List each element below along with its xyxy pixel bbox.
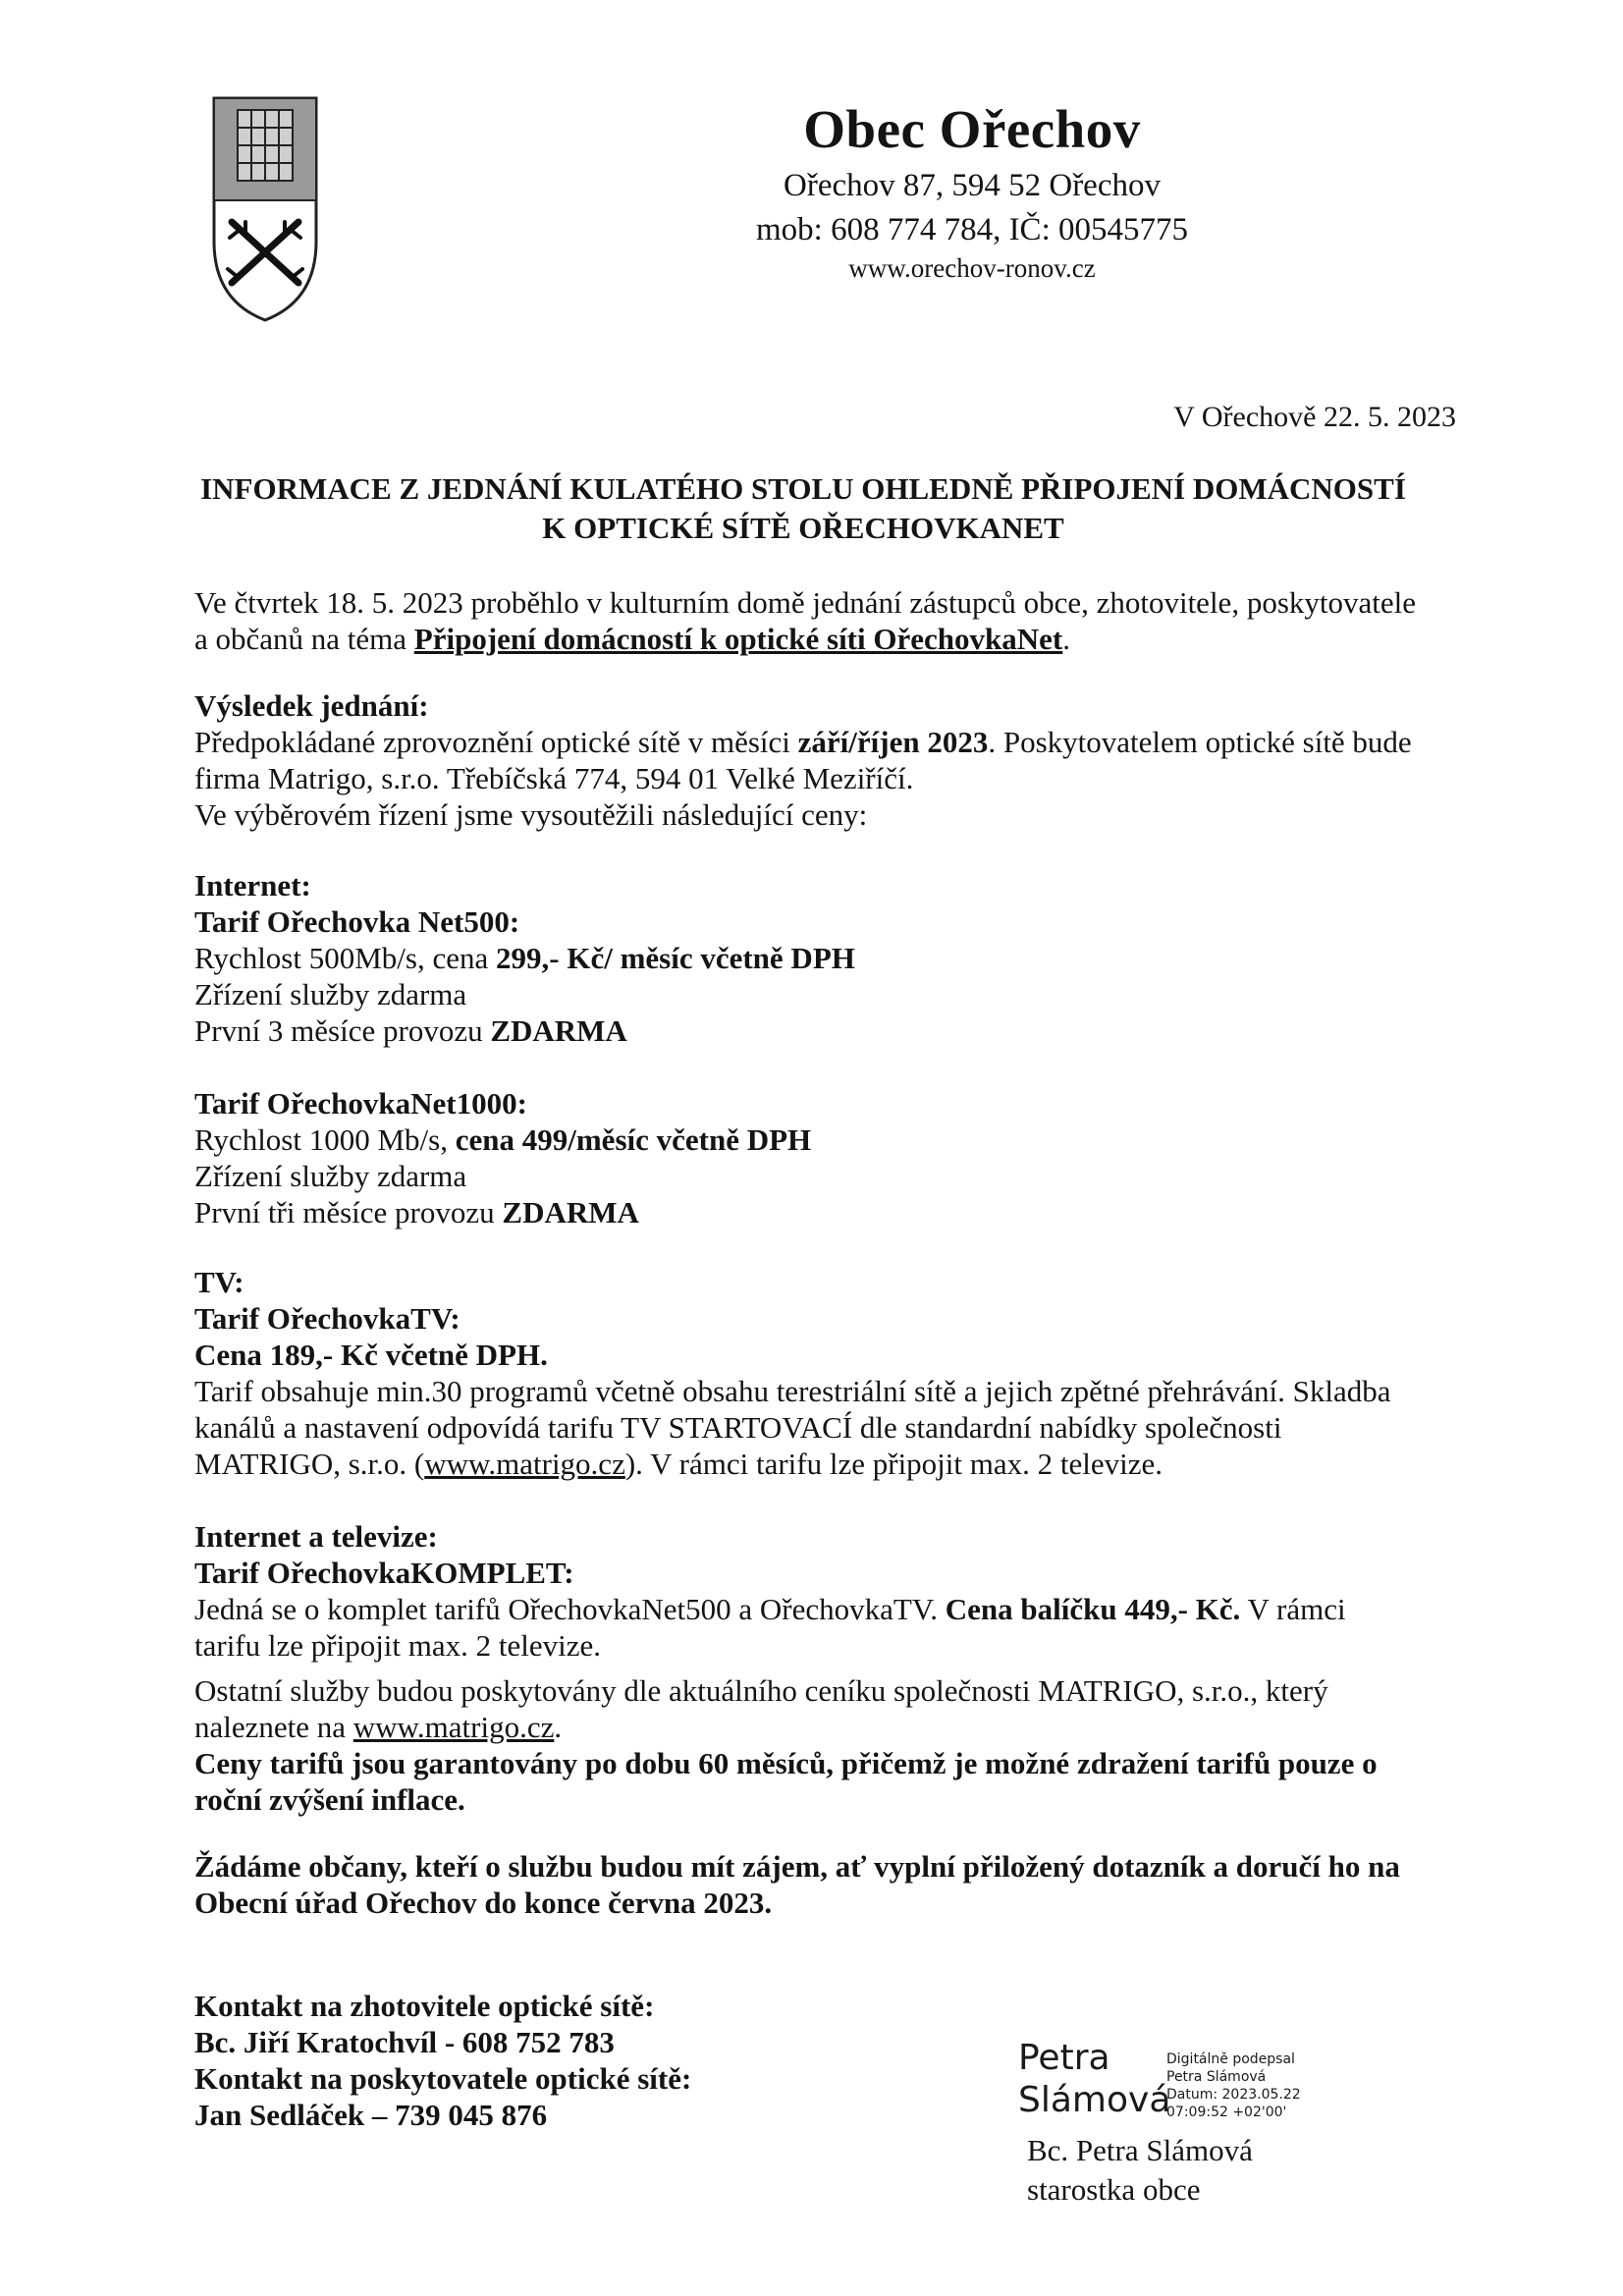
tariff-tv-desc2: kanálů a nastavení odpovídá tarifu TV STARTOVACÍ dle standardní nabídky společnosti — [194, 1410, 1282, 1445]
tariff-tv-desc3 — [194, 1446, 1471, 1482]
request-line2: Obecní úřad Ořechov do konce června 2023. — [194, 1886, 773, 1920]
municipality-phone: mob: 608 774 784, IČ: 00545775 — [755, 212, 1188, 247]
price-guarantee-line1: Ceny tarifů jsou garantovány po dobu 60 měsíců, přičemž je možné zdražení tarifů pouze o — [194, 1746, 1378, 1780]
signature-meta-line4: 07:09:52 +02'00' — [1166, 2105, 1287, 2120]
signature-metadata — [1166, 2050, 1301, 2121]
document-heading-line2: K OPTICKÉ SÍTĚ OŘECHOVKANET — [542, 511, 1064, 545]
launch-period: září/říjen 2023 — [797, 725, 989, 759]
result-line3: Ve výběrovém řízení jsme vysoutěžili následující ceny: — [194, 797, 868, 832]
internet-section — [194, 867, 1471, 1049]
other-line2 — [194, 1709, 1471, 1745]
tv-title: TV: — [194, 1265, 244, 1299]
request-line1: Žádáme občany, kteří o službu budou mít zájem, ať vyplní přiložený dotazník a doručí ho na — [194, 1849, 1400, 1884]
result-section — [194, 687, 1471, 833]
tariff-net500-speed — [194, 940, 1471, 976]
price-guarantee-line2: roční zvýšení inflace. — [194, 1782, 465, 1817]
result-line1 — [194, 724, 1471, 760]
tariff-komplet-line1 — [194, 1591, 1471, 1627]
tariff-net1000-name: Tarif OřechovkaNet1000: — [194, 1086, 527, 1121]
result-line1-suffix: . Poskytovatelem optické sítě bude — [988, 725, 1412, 759]
intro-line2-suffix: . — [1062, 622, 1070, 656]
tariff-net500-price: 299,- Kč/ měsíc včetně DPH — [496, 941, 855, 975]
contacts-section — [194, 1988, 691, 2133]
tariff-net500-free-prefix: První 3 měsíce provozu — [194, 1013, 491, 1048]
tariff-net1000-free — [194, 1194, 1471, 1230]
document-date: V Ořechově 22. 5. 2023 — [1173, 401, 1456, 433]
tariff-net1000-free-prefix: První tři měsíce provozu — [194, 1195, 503, 1230]
tariff-komplet-line1-prefix: Jedná se o komplet tarifů OřechovkaNet500 a OřechovkaTV. — [194, 1592, 946, 1626]
tariff-net500-speed-prefix: Rychlost 500Mb/s, cena — [194, 941, 497, 975]
combo-section — [194, 1518, 1471, 1664]
result-line2: firma Matrigo, s.r.o. Třebíčská 774, 594 01 Velké Meziříčí. — [194, 761, 914, 795]
intro-line2-prefix: a občanů na téma — [194, 622, 414, 656]
tariff-net1000-free-badge: ZDARMA — [502, 1195, 639, 1230]
contractor-contact-label: Kontakt na zhotovitele optické sítě: — [194, 1989, 655, 2023]
signature-first-name: Petra — [1018, 2038, 1110, 2078]
tariff-tv-desc1: Tarif obsahuje min.30 programů včetně obsahu terestriální sítě a jejich zpětné přehrávání. Skladba — [194, 1374, 1391, 1408]
result-line1-prefix: Předpokládané zprovoznění optické sítě v měsíci — [194, 725, 798, 759]
tariff-net1000-setup: Zřízení služby zdarma — [194, 1159, 467, 1193]
other-line2-prefix: naleznete na — [194, 1710, 353, 1744]
provider-contact-value: Jan Sedláček – 739 045 876 — [194, 2098, 548, 2132]
tariff-komplet-price: Cena balíčku 449,- Kč. — [945, 1592, 1241, 1626]
municipality-address: Ořechov 87, 594 52 Ořechov — [784, 168, 1161, 203]
coat-of-arms-icon — [210, 94, 320, 324]
request-section — [194, 1848, 1471, 1921]
other-line2-suffix: . — [554, 1710, 563, 1744]
matrigo-link[interactable]: www.matrigo.cz — [424, 1447, 625, 1481]
tariff-tv-name: Tarif OřechovkaTV: — [194, 1301, 460, 1336]
tariff-net500-free-badge: ZDARMA — [490, 1013, 627, 1048]
other-line1: Ostatní služby budou poskytovány dle aktuálního ceníku společnosti MATRIGO, s.r.o., který — [194, 1673, 1328, 1708]
tariff-komplet-name: Tarif OřechovkaKOMPLET: — [194, 1556, 574, 1590]
signature-meta-line3: Datum: 2023.05.22 — [1166, 2087, 1301, 2103]
tariff-komplet-line1-suffix: V rámci — [1240, 1592, 1346, 1626]
signature-meta-line2: Petra Slámová — [1166, 2069, 1267, 2085]
topic-link: Připojení domácností k optické síti OřechovkaNet — [413, 622, 1063, 656]
signer-block — [1027, 2131, 1253, 2210]
tariff-net1000 — [194, 1085, 1471, 1230]
intro-line1: Ve čtvrtek 18. 5. 2023 proběhlo v kulturním domě jednání zástupců obce, zhotovitele, poskytovatele — [194, 585, 1416, 620]
tariff-net500-setup: Zřízení služby zdarma — [194, 977, 467, 1011]
tariff-tv-desc3-prefix: MATRIGO, s.r.o. ( — [194, 1447, 425, 1481]
internet-title: Internet: — [194, 868, 311, 902]
result-title: Výsledek jednání: — [194, 688, 429, 723]
contractor-contact-value: Bc. Jiří Kratochvíl - 608 752 783 — [194, 2025, 615, 2059]
municipality-website: www.orechov-ronov.cz — [848, 253, 1096, 283]
signer-name: Bc. Petra Slámová — [1027, 2133, 1253, 2167]
tariff-tv-desc3-suffix: ). V rámci tarifu lze připojit max. 2 televize. — [624, 1447, 1163, 1481]
intro-line2 — [194, 621, 1471, 657]
signature-meta-line1: Digitálně podepsal — [1166, 2051, 1295, 2067]
tariff-net500-name: Tarif Ořechovka Net500: — [194, 904, 520, 939]
signer-role: starostka obce — [1027, 2172, 1201, 2207]
combo-title: Internet a televize: — [194, 1519, 438, 1554]
tariff-komplet-line2: tarifu lze připojit max. 2 televize. — [194, 1628, 602, 1663]
signature-last-name: Slámová — [1018, 2080, 1171, 2120]
municipality-title: Obec Ořechov — [803, 99, 1141, 159]
tv-section — [194, 1264, 1471, 1482]
matrigo-link-2[interactable]: www.matrigo.cz — [352, 1710, 555, 1744]
provider-contact-label: Kontakt na poskytovatele optické sítě: — [194, 2061, 692, 2096]
tariff-tv-price: Cena 189,- Kč včetně DPH. — [194, 1338, 548, 1372]
tariff-net500-free — [194, 1012, 1471, 1049]
tariff-net1000-price: cena 499/měsíc včetně DPH — [455, 1122, 812, 1157]
tariff-net1000-speed — [194, 1121, 1471, 1158]
document-heading-line1: INFORMACE Z JEDNÁNÍ KULATÉHO STOLU OHLEDNĚ PŘIPOJENÍ DOMÁCNOSTÍ — [200, 471, 1406, 506]
intro-paragraph — [194, 584, 1471, 657]
other-section — [194, 1672, 1471, 1818]
tariff-net1000-speed-prefix: Rychlost 1000 Mb/s, — [194, 1122, 456, 1157]
